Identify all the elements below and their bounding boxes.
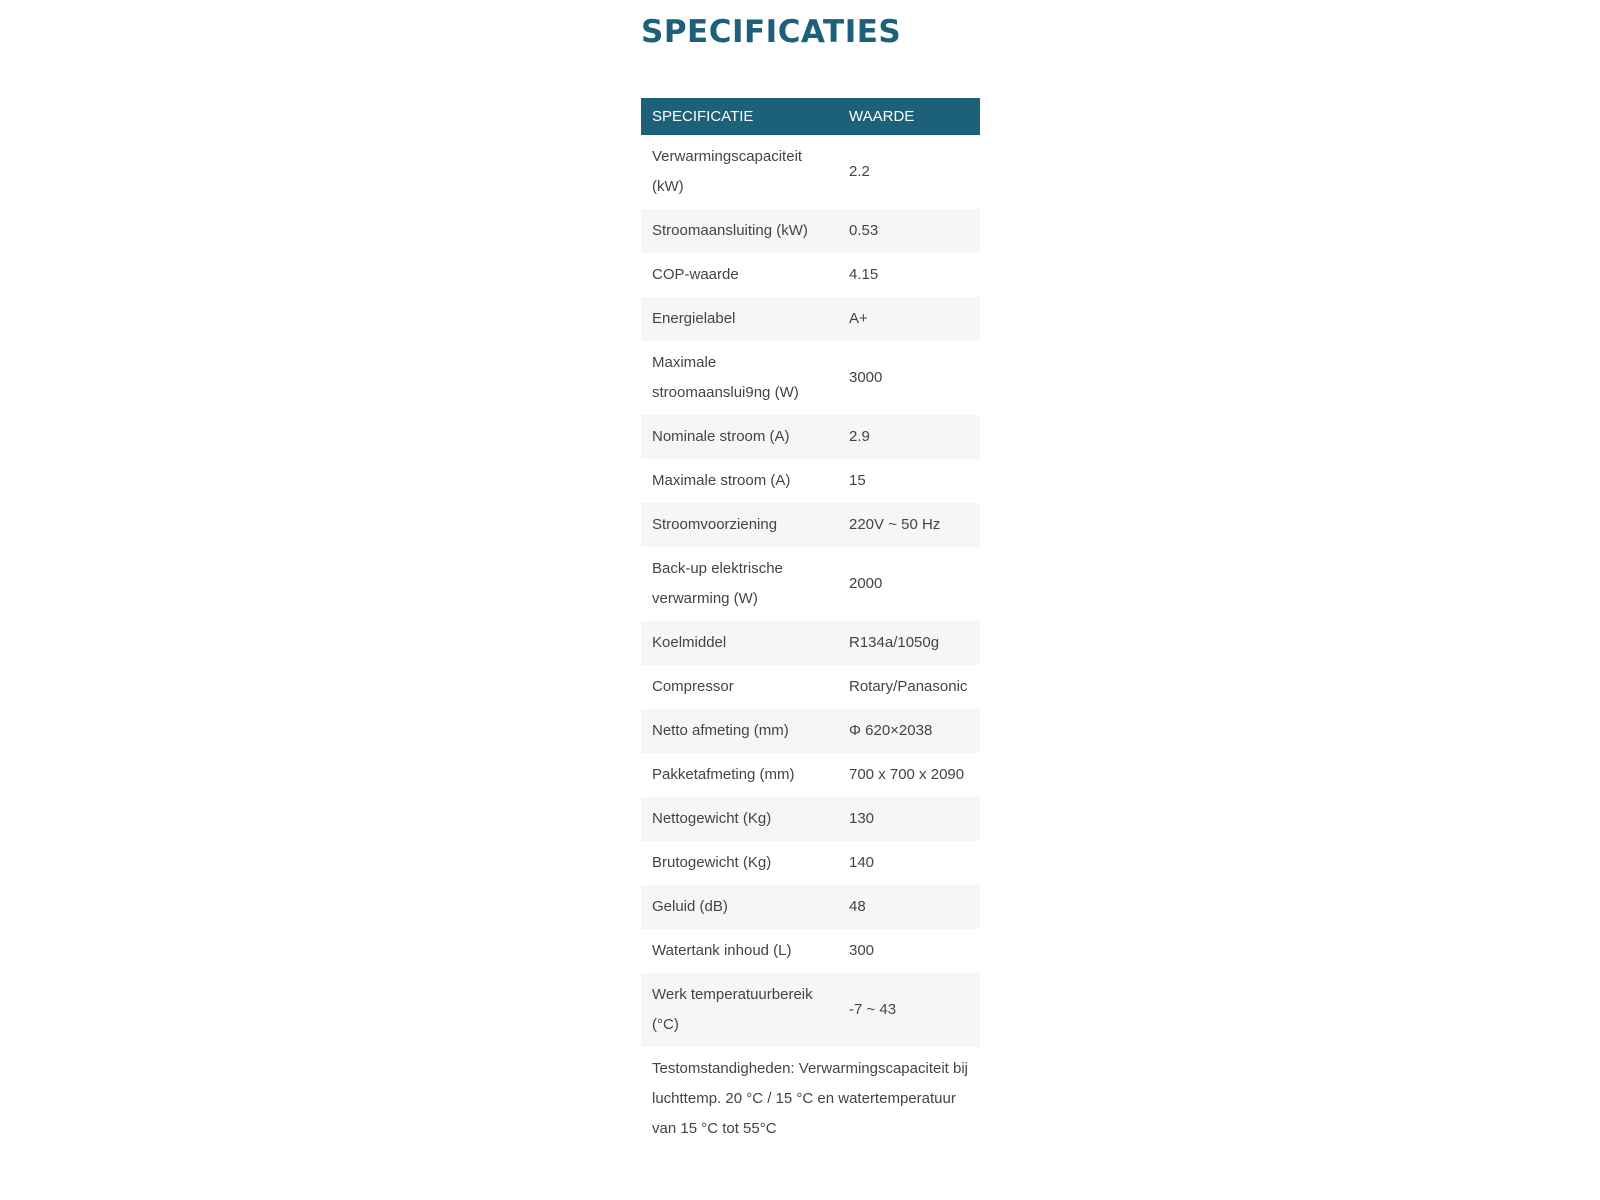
spec-label: Stroomvoorziening bbox=[641, 503, 838, 547]
spec-value: Rotary/Panasonic bbox=[849, 678, 968, 695]
table-row bbox=[641, 797, 980, 841]
column-header-value: WAARDE bbox=[838, 98, 980, 135]
spec-label: Werk temperatuurbereik (°C) bbox=[641, 973, 838, 1047]
table-row bbox=[641, 209, 980, 253]
table-row bbox=[641, 459, 980, 503]
spec-label: Energielabel bbox=[641, 297, 838, 341]
spec-label: Maximale stroomaanslui9ng (W) bbox=[652, 354, 799, 401]
table-header-row bbox=[641, 98, 980, 135]
spec-label: Verwarmingscapaciteit (kW) bbox=[652, 148, 803, 195]
spec-label: Nettogewicht (Kg) bbox=[641, 797, 838, 841]
spec-value: 4.15 bbox=[849, 266, 879, 283]
spec-value: 48 bbox=[838, 885, 980, 929]
table-row bbox=[641, 621, 980, 665]
spec-value: Φ 620×2038 bbox=[838, 709, 980, 753]
spec-label: Geluid (dB) bbox=[641, 885, 838, 929]
table-row bbox=[641, 547, 980, 621]
table-row bbox=[641, 929, 980, 973]
table-row bbox=[641, 253, 980, 297]
spec-label: Stroomaansluiting (kW) bbox=[641, 209, 838, 253]
table-row bbox=[641, 709, 980, 753]
spec-value: R134a/1050g bbox=[838, 621, 980, 665]
spec-label: Brutogewicht (Kg) bbox=[652, 854, 772, 871]
specifications-section bbox=[641, 0, 980, 1151]
table-row bbox=[641, 973, 980, 1047]
table-note-row bbox=[641, 1047, 980, 1151]
spec-value: 2000 bbox=[849, 575, 883, 592]
spec-label: Back-up elektrische verwarming (W) bbox=[652, 560, 783, 607]
table-row bbox=[641, 297, 980, 341]
spec-value: 2.2 bbox=[849, 163, 870, 180]
table-row bbox=[641, 341, 980, 415]
specifications-table bbox=[641, 98, 980, 1151]
spec-label: COP-waarde bbox=[652, 266, 739, 283]
table-row bbox=[641, 665, 980, 709]
table-body bbox=[641, 135, 980, 1151]
spec-value: 700 x 700 x 2090 bbox=[849, 766, 965, 783]
spec-value: 0.53 bbox=[838, 209, 980, 253]
table-row bbox=[641, 135, 980, 209]
table-row bbox=[641, 503, 980, 547]
section-heading: SPECIFICATIES bbox=[641, 14, 902, 50]
spec-label: Netto afmeting (mm) bbox=[641, 709, 838, 753]
table-row bbox=[641, 753, 980, 797]
spec-value: 15 bbox=[849, 472, 866, 489]
table-row bbox=[641, 841, 980, 885]
spec-value: 220V ~ 50 Hz bbox=[838, 503, 980, 547]
spec-label: Nominale stroom (A) bbox=[641, 415, 838, 459]
column-header-specification: SPECIFICATIE bbox=[641, 98, 838, 135]
table-header bbox=[641, 98, 980, 135]
spec-value: -7 ~ 43 bbox=[838, 973, 980, 1047]
test-conditions-note: Testomstandigheden: Verwarmingscapaciteit bij luchttemp. 20 °C / 15 °C en watertemperatuur van 15 °C tot 55°C bbox=[641, 1047, 980, 1151]
spec-label: Pakketafmeting (mm) bbox=[652, 766, 795, 783]
spec-label: Compressor bbox=[652, 678, 734, 695]
table-row bbox=[641, 885, 980, 929]
spec-value: 2.9 bbox=[838, 415, 980, 459]
spec-value: 140 bbox=[849, 854, 875, 871]
spec-value: A+ bbox=[838, 297, 980, 341]
spec-label: Maximale stroom (A) bbox=[652, 472, 791, 489]
table-row bbox=[641, 415, 980, 459]
spec-label: Watertank inhoud (L) bbox=[652, 942, 792, 959]
spec-value: 3000 bbox=[849, 369, 883, 386]
spec-label: Koelmiddel bbox=[641, 621, 838, 665]
spec-value: 300 bbox=[849, 942, 875, 959]
spec-value: 130 bbox=[838, 797, 980, 841]
